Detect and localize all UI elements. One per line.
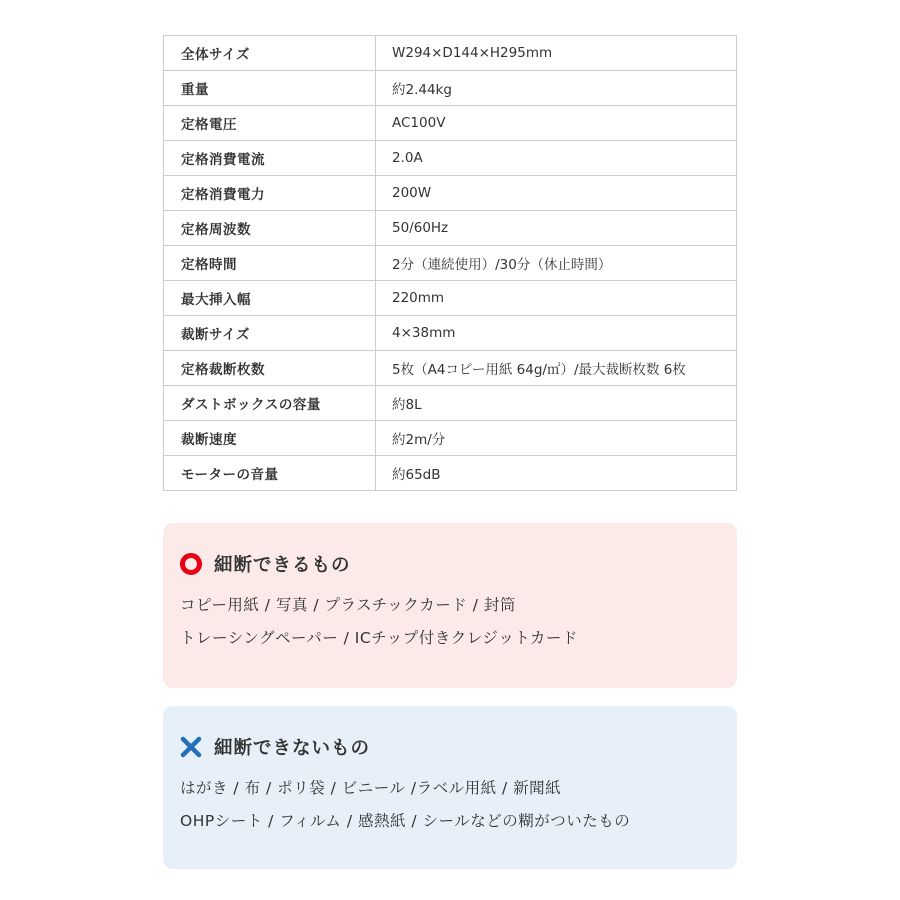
cannot-shred-title-row	[180, 734, 737, 760]
spec-value: 約65dB	[376, 456, 737, 491]
spec-label: 定格消費電力	[164, 176, 376, 211]
can-shred-section	[163, 523, 737, 688]
spec-table	[163, 35, 737, 491]
spec-value: 約2.44kg	[376, 71, 737, 106]
spec-row	[164, 386, 737, 421]
cannot-shred-line: はがき / 布 / ポリ袋 / ビニール /ラベル用紙 / 新聞紙	[180, 779, 562, 797]
spec-label: 定格周波数	[164, 211, 376, 246]
spec-value: AC100V	[376, 106, 737, 141]
spec-row	[164, 106, 737, 141]
cannot-shred-line: OHPシート / フィルム / 感熱紙 / シールなどの糊がついたもの	[180, 811, 631, 830]
spec-label: 重量	[164, 71, 376, 106]
cannot-shred-section	[163, 706, 737, 869]
spec-label: 定格電圧	[164, 106, 376, 141]
spec-label: モーターの音量	[164, 456, 376, 491]
spec-row	[164, 176, 737, 211]
spec-value: 約8L	[376, 386, 737, 421]
can-shred-lines	[180, 589, 737, 654]
spec-label: 全体サイズ	[164, 36, 376, 71]
spec-row	[164, 246, 737, 281]
spec-row	[164, 421, 737, 456]
spec-label: 定格裁断枚数	[164, 351, 376, 386]
spec-label: 裁断速度	[164, 421, 376, 456]
circle-ok-icon	[180, 553, 202, 575]
spec-value: 5枚（A4コピー用紙 64g/㎡）/最大裁断枚数 6枚	[376, 351, 737, 386]
cannot-shred-title: 細断できないもの	[214, 738, 371, 759]
can-shred-title-row	[180, 551, 737, 577]
spec-value: 220mm	[376, 281, 737, 316]
spec-row	[164, 36, 737, 71]
spec-row	[164, 211, 737, 246]
spec-row	[164, 281, 737, 316]
spec-row	[164, 351, 737, 386]
can-shred-line: コピー用紙 / 写真 / プラスチックカード / 封筒	[180, 596, 516, 614]
spec-row	[164, 316, 737, 351]
spec-value: 2.0A	[376, 141, 737, 176]
spec-label: 定格消費電流	[164, 141, 376, 176]
can-shred-line: トレーシングペーパー / ICチップ付きクレジットカード	[180, 628, 578, 647]
spec-row	[164, 456, 737, 491]
spec-value: 約2m/分	[376, 421, 737, 456]
spec-value: 50/60Hz	[376, 211, 737, 246]
spec-table-body	[164, 36, 737, 491]
spec-row	[164, 71, 737, 106]
spec-value: W294×D144×H295mm	[376, 36, 737, 71]
x-cross-icon	[180, 736, 202, 758]
spec-label: 最大挿入幅	[164, 281, 376, 316]
spec-value: 4×38mm	[376, 316, 737, 351]
spec-value: 2分（連続使用）/30分（休止時間）	[376, 246, 737, 281]
spec-value: 200W	[376, 176, 737, 211]
spec-label: 裁断サイズ	[164, 316, 376, 351]
spec-label: ダストボックスの容量	[164, 386, 376, 421]
can-shred-title: 細断できるもの	[214, 555, 351, 576]
cannot-shred-lines	[180, 772, 737, 837]
spec-label: 定格時間	[164, 246, 376, 281]
spec-row	[164, 141, 737, 176]
